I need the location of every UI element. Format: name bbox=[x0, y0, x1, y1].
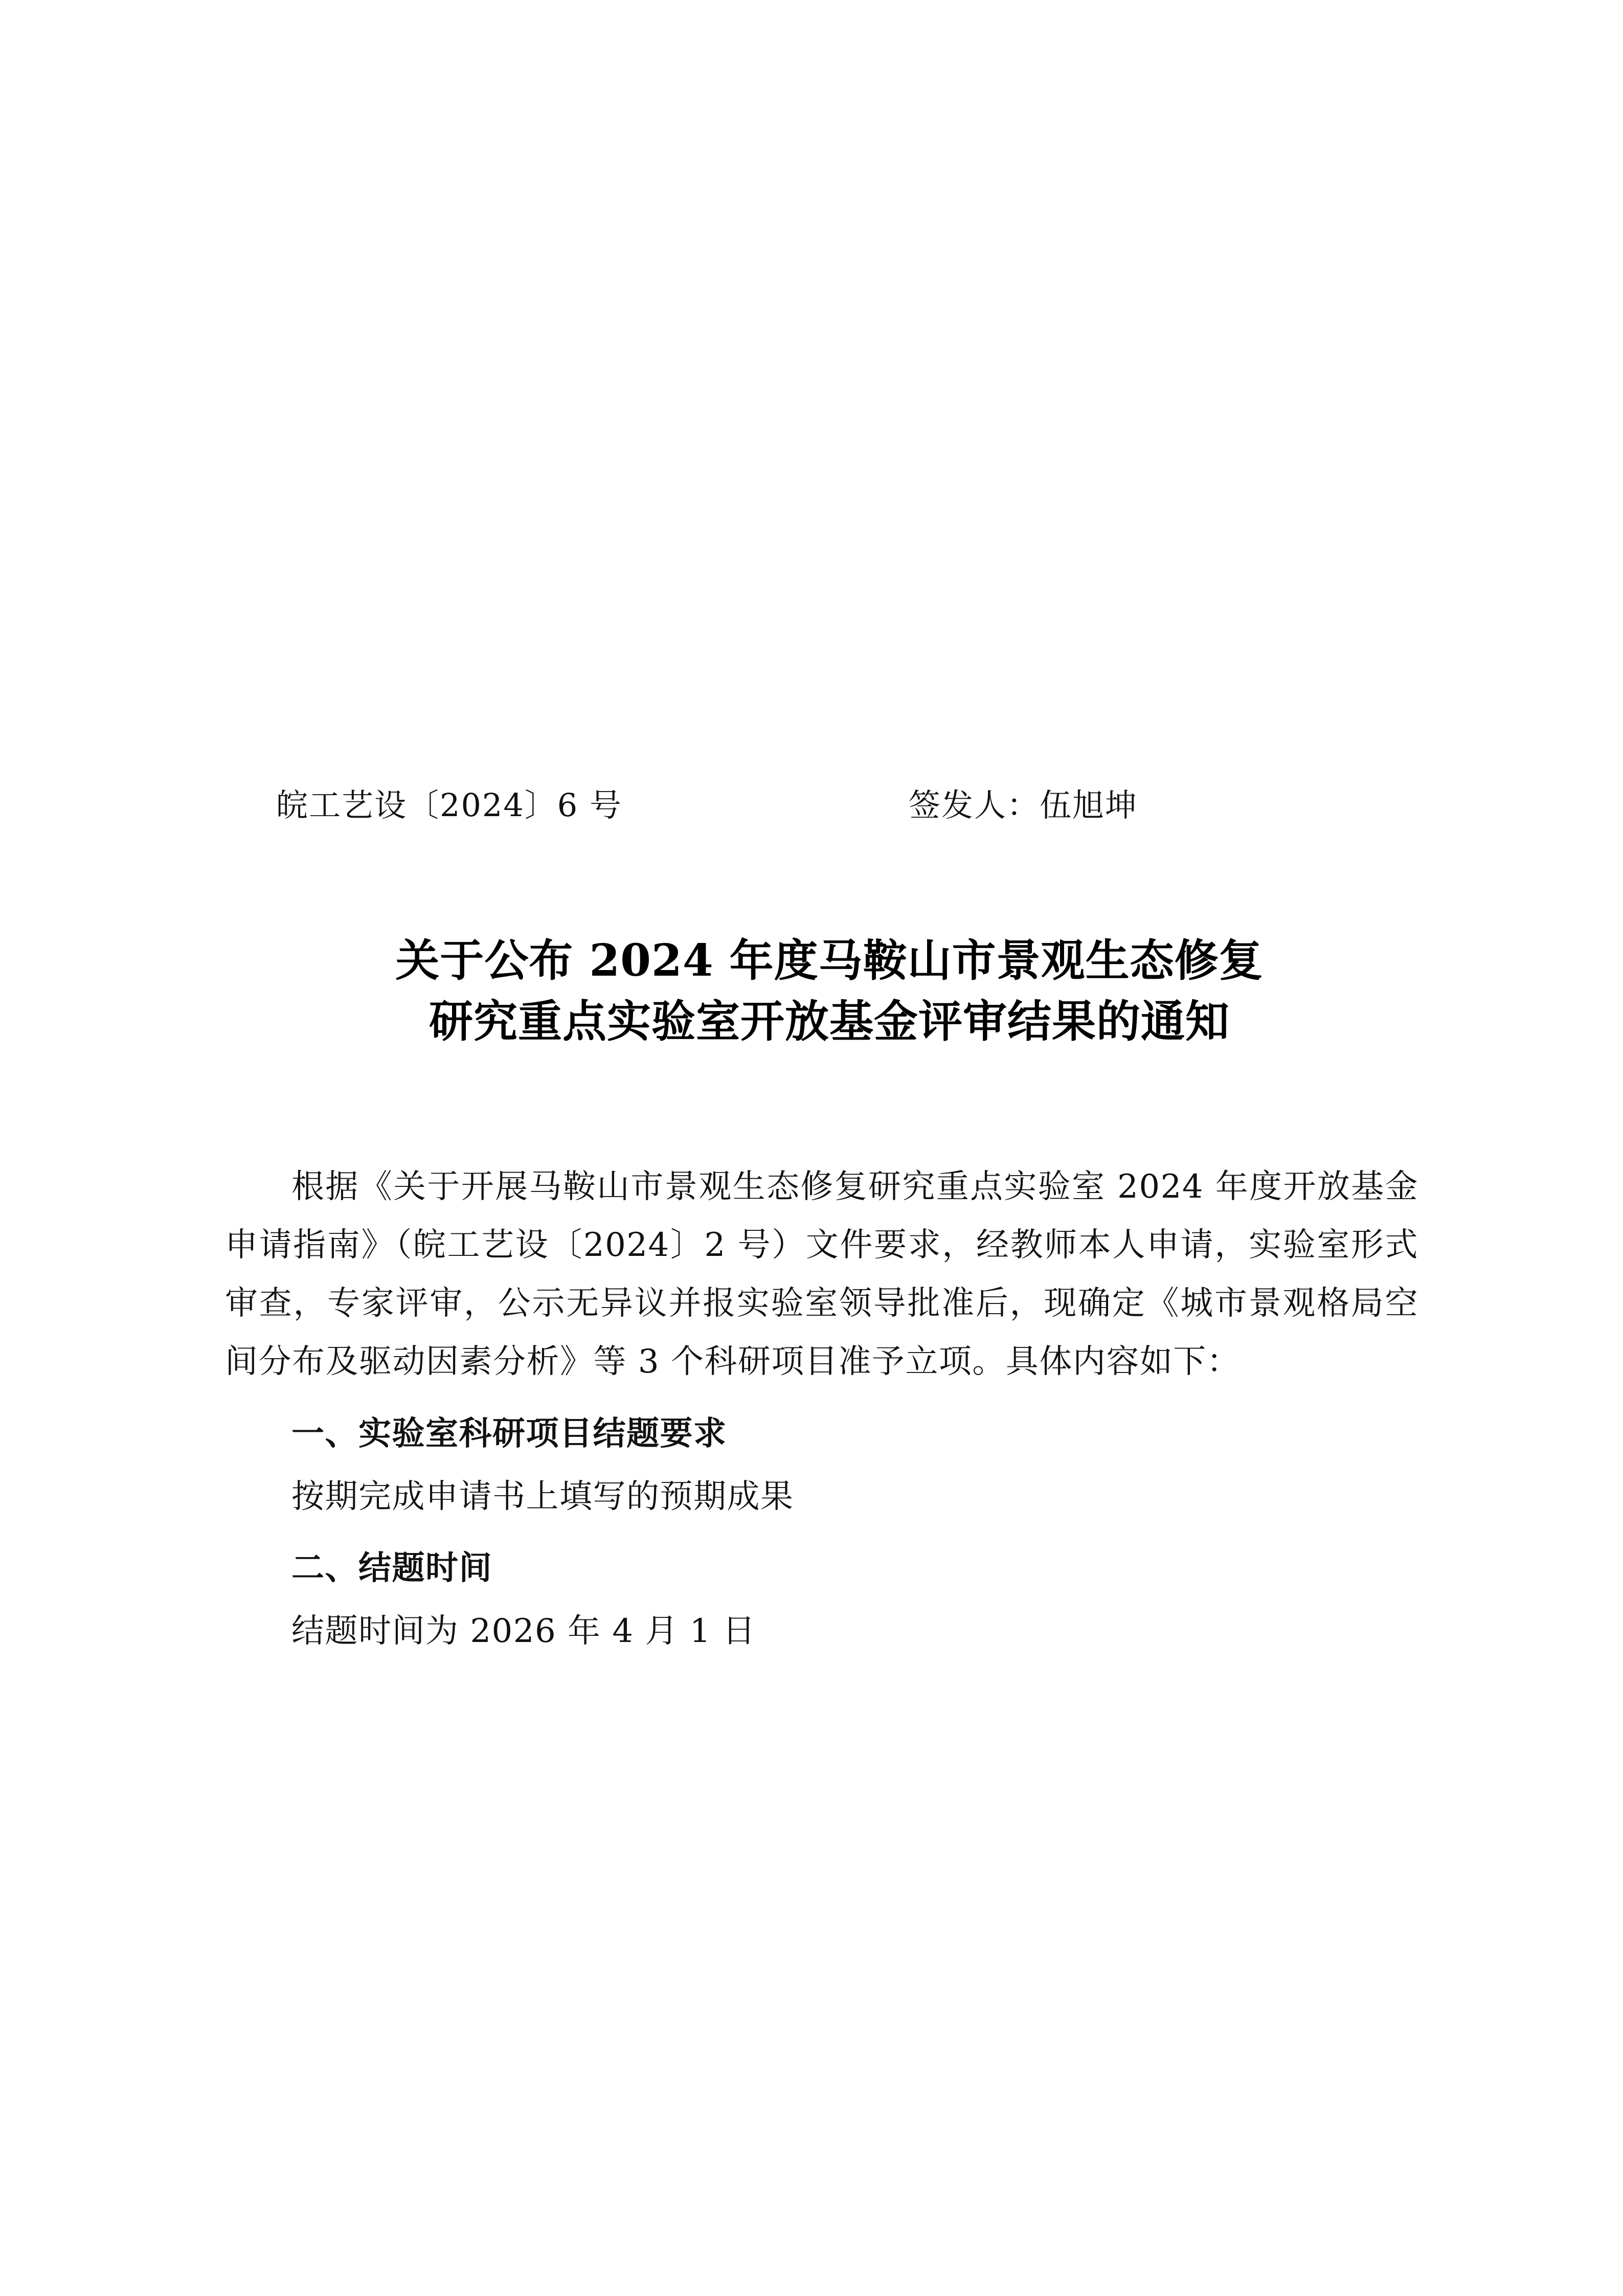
section-heading-two: 二、结题时间 bbox=[291, 1549, 492, 1588]
page-title-line-1: 关于公布 2024 年度马鞍山市景观生态修复 bbox=[395, 935, 1264, 986]
document-number: 皖工艺设〔2024〕6 号 bbox=[276, 786, 622, 824]
document-meta-row bbox=[276, 780, 1398, 825]
document-signer: 签发人：伍旭坤 bbox=[908, 786, 1138, 824]
page-title-line-2: 研究重点实验室开放基金评审结果的通知 bbox=[429, 995, 1230, 1047]
section-heading-one: 一、实验室科研项目结题要求 bbox=[291, 1414, 727, 1453]
body-paragraph-intro: 根据《关于开展马鞍山市景观生态修复研究重点实验室 2024 年度开放基金申请指南》（皖工艺设〔2024〕2 号）文件要求，经教师本人申请，实验室形式审查，专家评审，公示无异议并报实验室领导批准后，现确定《城市景观格局空间分布及驱动因素分析》等 3 个科研项目准予立项。具体内容如下： bbox=[225, 1168, 1418, 1381]
page-title bbox=[240, 931, 1418, 1052]
section-one-text: 按期完成申请书上填写的预期成果 bbox=[291, 1477, 794, 1516]
document-body bbox=[225, 1158, 1418, 1661]
section-two-text: 结题时间为 2026 年 4 月 1 日 bbox=[291, 1612, 756, 1651]
